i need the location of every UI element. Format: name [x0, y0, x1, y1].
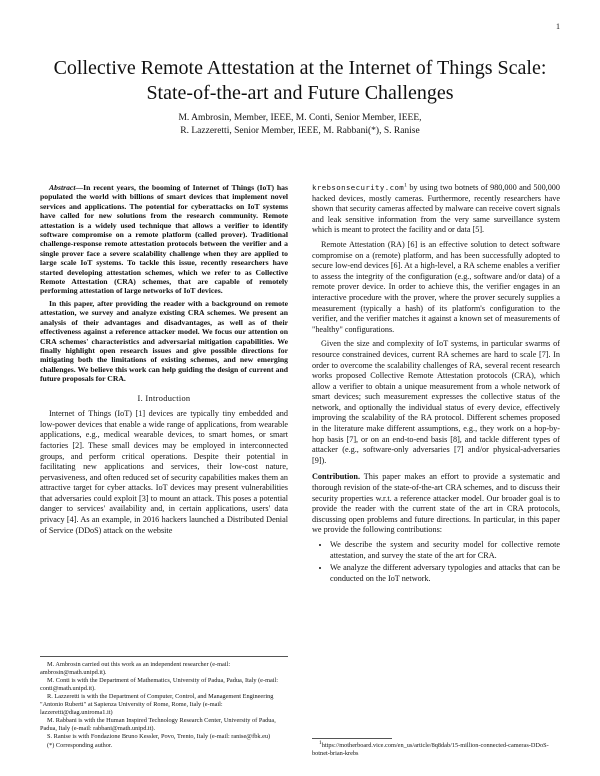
list-item: • We analyze the different adversary typologies and attacks that can be conducted on the IoT network. — [330, 563, 560, 584]
author-list — [40, 112, 560, 138]
website-name: krebsonsecurity.com — [312, 183, 405, 192]
author-line-1: M. Ambrosin, Member, IEEE, M. Conti, Senior Member, IEEE, — [178, 113, 422, 123]
footnote-rabbani: M. Rabbani is with the Human Inspired Technology Research Center, University of Padua, Padua, Italy (e-mail: rabbani@math.unipd.it). — [40, 717, 276, 732]
footnote-lazzeretti: R. Lazzeretti is with the Department of Computer, Control, and Management Engineering "Antonio Ruberti" at Sapienza University of Rome, Rome, Italy (e-mail: lazzeretti@diag.uniroma1.it) — [40, 693, 274, 716]
intro-text-continued: by using two botnets of 980,000 and 500,000 hacked devices, mostly cameras. Furthermore, recently researchers have shown that security cameras affected by malware can receive covert signals and leak sensitive information from the very same surveillance system which is meant to protect the facility and or data [5]. — [312, 183, 560, 235]
footnote-rule-right — [312, 738, 392, 739]
abstract-text-1: —In recent years, the booming of Internet of Things (IoT) has populated the world with billions of smart devices that implement novel services and applications. The potential for cyberattacks on IoT systems have called for new solutions from the research community. Remote attestation is a widely used technique that allows a verifier to identify software compromise on a remote platform (called prover). Traditional challenge-response remote attestation protocols between the verifier and a single prover face a severe scalability challenge when they are applied to large scale IoT systems. To tackle this issue, recently researchers have started developing attestation schemes, which we refer to as Collective Remote Attestation (CRA) schemes, that are capable of remotely performing attestation of large networks of IoT devices. — [40, 183, 288, 296]
footnote-url — [312, 739, 560, 757]
section-heading-introduction: I. Introduction — [137, 393, 191, 403]
right-column — [312, 183, 560, 586]
paper-title: Collective Remote Attestation at the Internet of Things Scale: State-of-the-art and Future Challenges — [53, 57, 547, 104]
contribution-list — [312, 540, 560, 584]
contribution-text: This paper makes an effort to provide a systematic and thorough revision of the state-of-the-art CRA schemes, and to discuss their security properties w.r.t. a reference attacker model. Our broader goal is to provide the reader with the current state of the art in CRA protocols, discussing open problems and future directions. In particular, in this paper we provide the following contributions: — [312, 472, 560, 535]
footnote-marker-1: 1 — [404, 182, 407, 189]
abstract-label: Abstract — [49, 183, 76, 192]
footnote-url-text: https://motherboard.vice.com/en_us/article/8q8dab/15-million-connected-cameras-DDoS-botnet-brian-krebs — [312, 742, 549, 757]
abstract-paragraph-2: In this paper, after providing the reader with a background on remote attestation, we survey and analyze existing CRA schemes. We present an analysis of their advantages and disadvantages, as well as of their effectiveness against a reference attacker model. We focus our attention on CRA schemes' characteristics and adversarial mitigation capabilities. We finally highlight open research issues and give possible directions for mitigating both the limitations of existing schemes, and new emerging challenges. We believe this work can help guiding the design of current and future proposals for CRA. — [40, 298, 288, 384]
list-item: • We describe the system and security model for collective remote attestation, and survey the state of the art for CRA. — [330, 540, 560, 561]
footnote-number: 1 — [319, 739, 322, 746]
footnote-ranise: S. Ranise is with Fondazione Bruno Kessler, Povo, Trento, Italy (e-mail: ranise@fbk.eu) — [47, 733, 271, 741]
footnote-rule — [40, 656, 288, 657]
intro-paragraph-1: Internet of Things (IoT) [1] devices are typically tiny embedded and low-power devices that enable a wide range of applications, from wearable applications, e.g., medical wearable devices, to smart homes, or smart factories [2]. These small devices may be employed in interconnected groups, and perform critical operations. Despite their potential in facilitating new applications and services, their low-cost nature, pervasiveness, and often reduced set of security capabilities makes them an attractive target for cyber attacks. IoT devices may present vulnerabilities that adversaries could exploit [3] to mount an attack. This poses a potential danger to services' availability and, in certain applications, users' data privacy [4]. As an example, in 2016 hackers launched a Distributed Denial of Service (DDoS) attack on the website — [40, 409, 288, 535]
abstract — [40, 183, 288, 384]
page-number: 1 — [556, 22, 560, 31]
author-footnotes — [40, 656, 288, 751]
intro-paragraph-3: Given the size and complexity of IoT systems, in particular swarms of resource constrained devices, current RA schemes are hard to scale [7]. In order to overcome the scalability challenges of RA, several recent research works proposed Collective Remote Attestation protocols (CRA), which allow a verifier to obtain a unique measurement from a whole network of smart devices; such measurement expresses the collective status of the network, and optionally the individual status of every device, effectively improving the scalability of the RA protocol. Different schemes proposed in the literature make different assumptions, e.g., they work on a hop-by-hop basis [7], or on an end-to-end basis [8], and tackle different types of attacker (e.g., software-only adversaries [7] and/or physical-adversaries [9]). — [312, 339, 560, 465]
contribution-label: Contribution. — [312, 472, 360, 482]
contribution-paragraph — [312, 472, 560, 536]
author-line-2: R. Lazzeretti, Senior Member, IEEE, M. Rabbani(*), S. Ranise — [180, 126, 420, 136]
url-footnote — [312, 738, 560, 757]
intro-paragraph-1-continued — [312, 183, 560, 236]
intro-paragraph-2: Remote Attestation (RA) [6] is an effective solution to detect software compromise on a (remote) platform, and has been successfully adopted to secure low-end devices [6]. At a high-level, a RA scheme enables a verifier to assess the integrity of the configuration (e.g., software and/or data) of a remote prover device. In order to achieve this, the verifier engages in an interactive procedure with the prover, where the prover securely supplies a measurement (typically a hash) of its platform's configuration to the verifier, and the verifier matches it against a known set of measurements of "healthy" configurations. — [312, 239, 560, 334]
left-column — [40, 183, 288, 540]
footnote-corresponding: (*) Corresponding author. — [47, 741, 113, 749]
footnote-ambrosin: M. Ambrosin carried out this work as an independent researcher (e-mail: ambrosin@math.unipd.it). — [40, 661, 231, 676]
abstract-paragraph-1 — [40, 183, 288, 296]
footnote-conti: M. Conti is with the Department of Mathematics, University of Padua, Padua, Italy (e-mail: conti@math.unipd.it). — [40, 677, 279, 692]
